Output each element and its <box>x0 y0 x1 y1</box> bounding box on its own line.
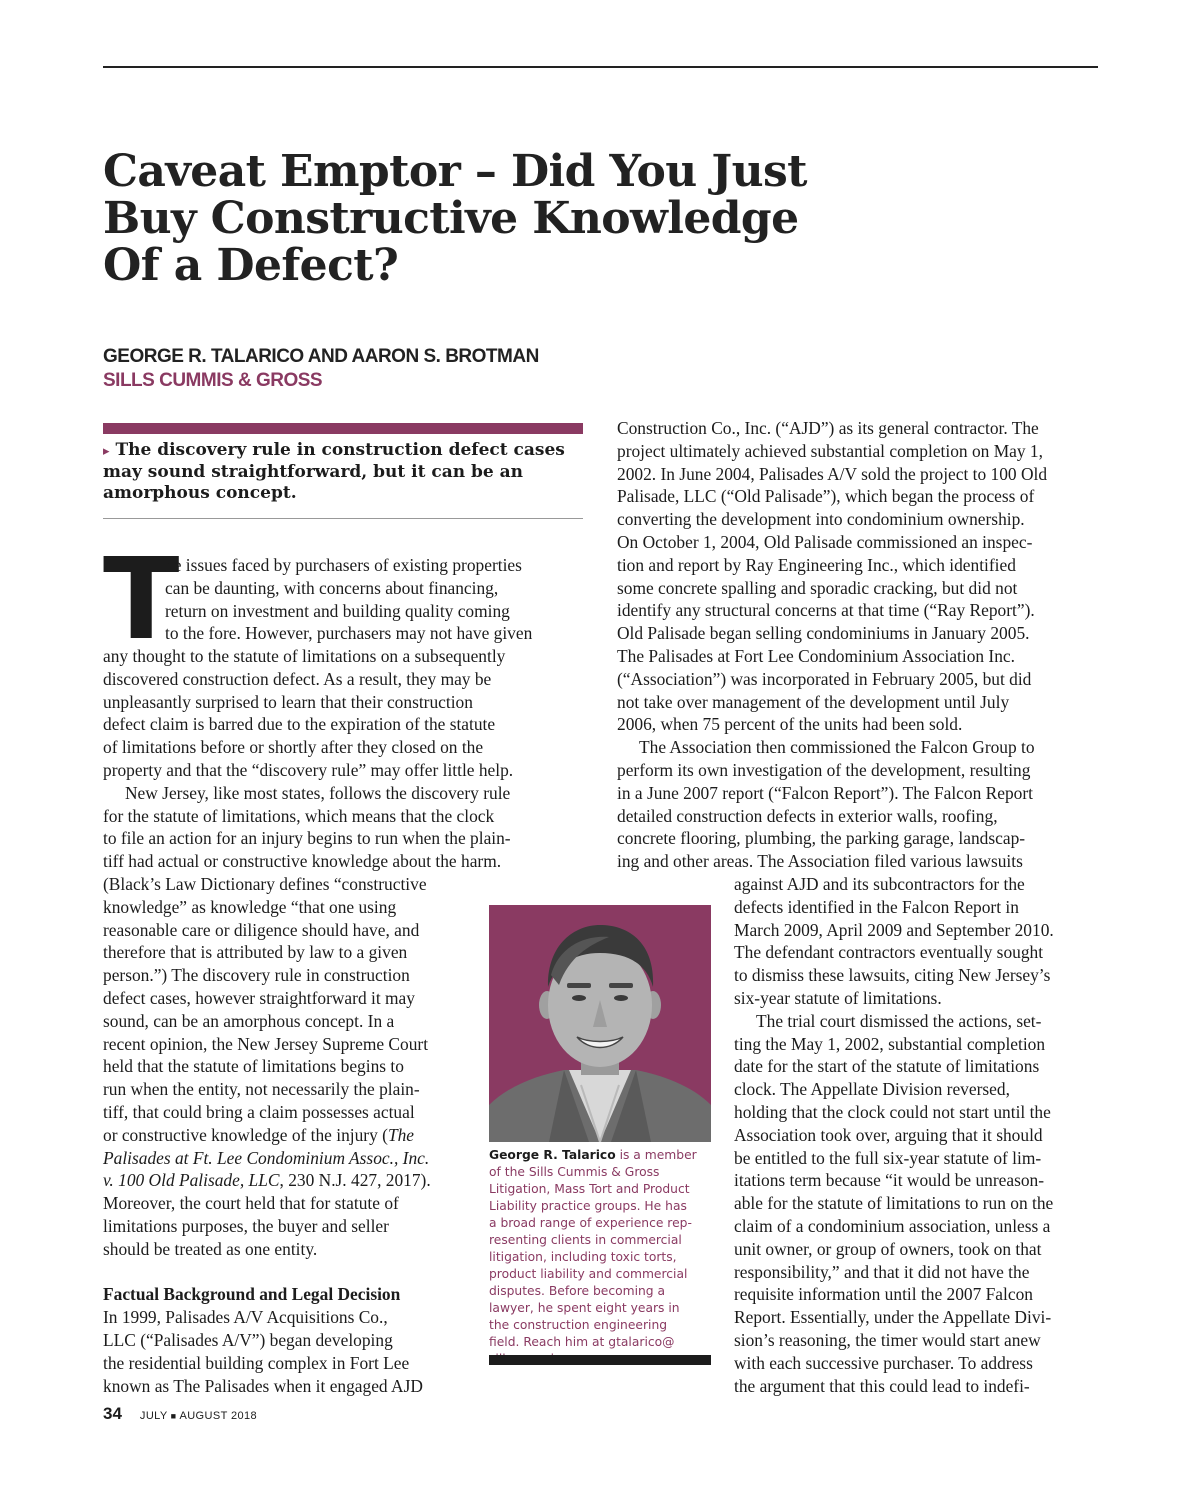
text-line: can be daunting, with concerns about financing, <box>165 577 499 598</box>
case-name: The <box>387 1124 415 1145</box>
text-line: tiff, that could bring a claim possesses actual <box>103 1101 415 1122</box>
text-line: run when the entity, not necessarily the plain- <box>103 1079 420 1100</box>
text-line: the argument that this could lead to indefi- <box>734 1375 1030 1396</box>
firm-name: SILLS CUMMIS & GROSS <box>103 370 323 391</box>
title-line: Of a Defect? <box>103 240 399 291</box>
text-line: limitations purposes, the buyer and seller <box>103 1215 389 1236</box>
text-line: against AJD and its subcontractors for the <box>734 874 1025 894</box>
text-line: date for the start of the statute of limitations <box>734 1056 1040 1077</box>
caption-line: is a member <box>615 1148 697 1162</box>
caption-line: Liability practice groups. He has <box>489 1199 687 1213</box>
text-line: with each successive purchaser. To address <box>734 1352 1033 1373</box>
caption-line: of the Sills Cummis & Gross <box>489 1165 660 1179</box>
drop-cap: T <box>103 535 180 665</box>
text-line <box>103 1124 513 1147</box>
caption-bar <box>489 1355 711 1365</box>
text-line: recent opinion, the New Jersey Supreme Court <box>103 1033 429 1054</box>
text-line: identify any structural concerns at that time (“Ray Report”). <box>617 600 1035 621</box>
page-number: 34 <box>103 1404 122 1423</box>
text-line: On October 1, 2004, Old Palisade commissioned an inspec- <box>617 531 1033 552</box>
text-line: not take over management of the development until July <box>617 691 1010 712</box>
text-line: 2002. In June 2004, Palisades A/V sold the project to 100 Old <box>617 463 1048 484</box>
pull-quote <box>103 440 583 504</box>
caption-line: the construction engineering <box>489 1318 668 1332</box>
byline <box>103 345 539 393</box>
text-line: (Black’s Law Dictionary defines “constructive <box>103 873 427 894</box>
text-line <box>103 1147 513 1170</box>
text-line: 2006, when 75 percent of the units had been sold. <box>617 714 963 735</box>
left-column-intro <box>165 554 532 645</box>
portrait-illustration <box>489 905 711 1142</box>
issue-date: AUGUST 2018 <box>179 1410 258 1422</box>
text-line: Palisade, LLC (“Old Palisade”), which began the process of <box>617 486 1035 507</box>
text-line: six-year statute of limitations. <box>734 987 942 1008</box>
text-line: claim of a condominium association, unless a <box>734 1215 1051 1236</box>
text-line: detailed construction defects in exterior walls, roofing, <box>617 805 998 826</box>
text-line: knowledge” as knowledge “that one using <box>103 896 397 917</box>
case-name: Palisades at Ft. Lee Condominium Assoc., Inc. <box>103 1147 430 1168</box>
text-line: to dismiss these lawsuits, citing New Jersey’s <box>734 965 1051 986</box>
text-line <box>103 1169 513 1192</box>
text-line: person.”) The discovery rule in construction <box>103 965 410 986</box>
text-line: Report. Essentially, under the Appellate Divi- <box>734 1307 1052 1328</box>
text-line: defects identified in the Falcon Report in <box>734 896 1019 917</box>
text-line: of limitations before or shortly after they closed on the <box>103 737 484 758</box>
text-line: The Association then commissioned the Falcon Group to <box>639 737 1035 758</box>
text-line: he issues faced by purchasers of existing properties <box>165 555 522 575</box>
pull-quote-line: amorphous concept. <box>103 483 297 503</box>
caption-line: product liability and commercial <box>489 1267 688 1281</box>
text-line: responsibility,” and that it did not have the <box>734 1261 1030 1282</box>
text-line: The trial court dismissed the actions, set- <box>756 1010 1042 1031</box>
author-bio-caption <box>489 1147 713 1368</box>
caption-line: Litigation, Mass Tort and Product <box>489 1182 690 1196</box>
caption-line: disputes. Before becoming a <box>489 1284 666 1298</box>
text-line: held that the statute of limitations begins to <box>103 1056 404 1077</box>
left-column-body <box>103 645 513 1397</box>
caption-line: litigation, including toxic torts, <box>489 1250 677 1264</box>
text-line: to the fore. However, purchasers may not have given <box>165 623 533 644</box>
text-line: defect cases, however straightforward it may <box>103 987 415 1008</box>
text-line: therefore that is attributed by law to a given <box>103 942 408 963</box>
text-line: reasonable care or diligence should have, and <box>103 919 420 940</box>
issue-month: JULY <box>139 1410 168 1422</box>
text-line: The defendant contractors eventually sought <box>734 942 1044 963</box>
text-line: Old Palisade began selling condominiums in January 2005. <box>617 623 1030 644</box>
text-line: some concrete spalling and sporadic cracking, but did not <box>617 577 1018 598</box>
text-line: (“Association”) was incorporated in February 2005, but did <box>617 668 1032 689</box>
text-line: sion’s reasoning, the timer would start anew <box>734 1329 1041 1350</box>
right-column-body <box>617 417 1047 873</box>
text-line: Moreover, the court held that for statute of <box>103 1193 399 1214</box>
text-line: discovered construction defect. As a result, they may be <box>103 668 492 689</box>
triangle-icon: ▸ <box>103 444 110 459</box>
title-line: Buy Constructive Knowledge <box>103 193 799 244</box>
square-separator-icon: ■ <box>170 1411 177 1421</box>
text-line: known as The Palisades when it engaged AJD <box>103 1375 423 1396</box>
author-photo <box>489 905 711 1142</box>
text-line: March 2009, April 2009 and September 2010. <box>734 919 1054 940</box>
pull-quote-line: may sound straightforward, but it can be an <box>103 462 524 482</box>
top-rule <box>103 66 1098 68</box>
pull-quote-line: The discovery rule in construction defect cases <box>115 440 565 460</box>
text-line: unpleasantly surprised to learn that their construction <box>103 691 473 712</box>
text-run: or constructive knowledge of the injury ( <box>103 1124 388 1145</box>
caption-line: resenting clients in commercial <box>489 1233 682 1247</box>
case-name: v. 100 Old Palisade, LLC <box>103 1170 280 1191</box>
text-line: tion and report by Ray Engineering Inc., which identified <box>617 554 1016 575</box>
text-line: in a June 2007 report (“Falcon Report”). The Falcon Report <box>617 782 1033 803</box>
text-line: requisite information until the 2007 Falcon <box>734 1284 1033 1305</box>
article-title <box>103 148 863 289</box>
section-heading: Factual Background and Legal Decision <box>103 1284 401 1305</box>
text-line: the residential building complex in Fort Lee <box>103 1352 410 1373</box>
authors: GEORGE R. TALARICO AND AARON S. BROTMAN <box>103 346 539 367</box>
text-line: project ultimately achieved substantial completion on May 1, <box>617 440 1043 461</box>
text-line: return on investment and building quality coming <box>165 600 510 621</box>
text-line: holding that the clock could not start until the <box>734 1101 1051 1122</box>
pull-quote-rule <box>103 518 583 519</box>
caption-line: field. Reach him at gtalarico@ <box>489 1335 675 1349</box>
text-line: perform its own investigation of the development, resulting <box>617 759 1031 780</box>
text-line: Association took over, arguing that it should <box>734 1124 1043 1145</box>
text-line: should be treated as one entity. <box>103 1238 318 1259</box>
pull-quote-bar <box>103 423 583 434</box>
text-line: New Jersey, like most states, follows the discovery rule <box>125 782 511 803</box>
text-line: clock. The Appellate Division reversed, <box>734 1079 1010 1100</box>
text-line: The Palisades at Fort Lee Condominium Association Inc. <box>617 645 1015 666</box>
text-line: concrete flooring, plumbing, the parking garage, landscap- <box>617 828 1026 849</box>
text-line: for the statute of limitations, which means that the clock <box>103 805 495 826</box>
caption-line: a broad range of experience rep- <box>489 1216 692 1230</box>
text-line: In 1999, Palisades A/V Acquisitions Co., <box>103 1307 388 1328</box>
text-line: defect claim is barred due to the expiration of the statute <box>103 714 496 735</box>
text-line: ing and other areas. The Association filed various lawsuits <box>617 851 1023 872</box>
text-line: able for the statute of limitations to run on the <box>734 1193 1054 1214</box>
text-line: tiff had actual or constructive knowledge about the harm. <box>103 851 502 872</box>
author-name: George R. Talarico <box>489 1148 616 1162</box>
text-line: ting the May 1, 2002, substantial completion <box>734 1033 1046 1054</box>
text-line: LLC (“Palisades A/V”) began developing <box>103 1329 393 1350</box>
right-column-narrow <box>734 873 1054 1397</box>
text-line: itations term because “it would be unreason- <box>734 1170 1045 1191</box>
text-line: Construction Co., Inc. (“AJD”) as its general contractor. The <box>617 418 1039 438</box>
text-line: converting the development into condominium ownership. <box>617 509 1025 530</box>
page-footer <box>103 1404 257 1424</box>
text-line: property and that the “discovery rule” may offer little help. <box>103 759 514 780</box>
caption-line: lawyer, he spent eight years in <box>489 1301 680 1315</box>
text-line: unit owner, or group of owners, took on that <box>734 1238 1042 1259</box>
text-run: , 230 N.J. 427, 2017). <box>279 1170 431 1191</box>
text-line: to file an action for an injury begins to run when the plain- <box>103 828 511 849</box>
text-line: be entitled to the full six-year statute of lim- <box>734 1147 1042 1168</box>
title-line: Caveat Emptor – Did You Just <box>103 146 807 197</box>
text-line: sound, can be an amorphous concept. In a <box>103 1010 395 1031</box>
text-line: any thought to the statute of limitations on a subsequently <box>103 646 506 666</box>
